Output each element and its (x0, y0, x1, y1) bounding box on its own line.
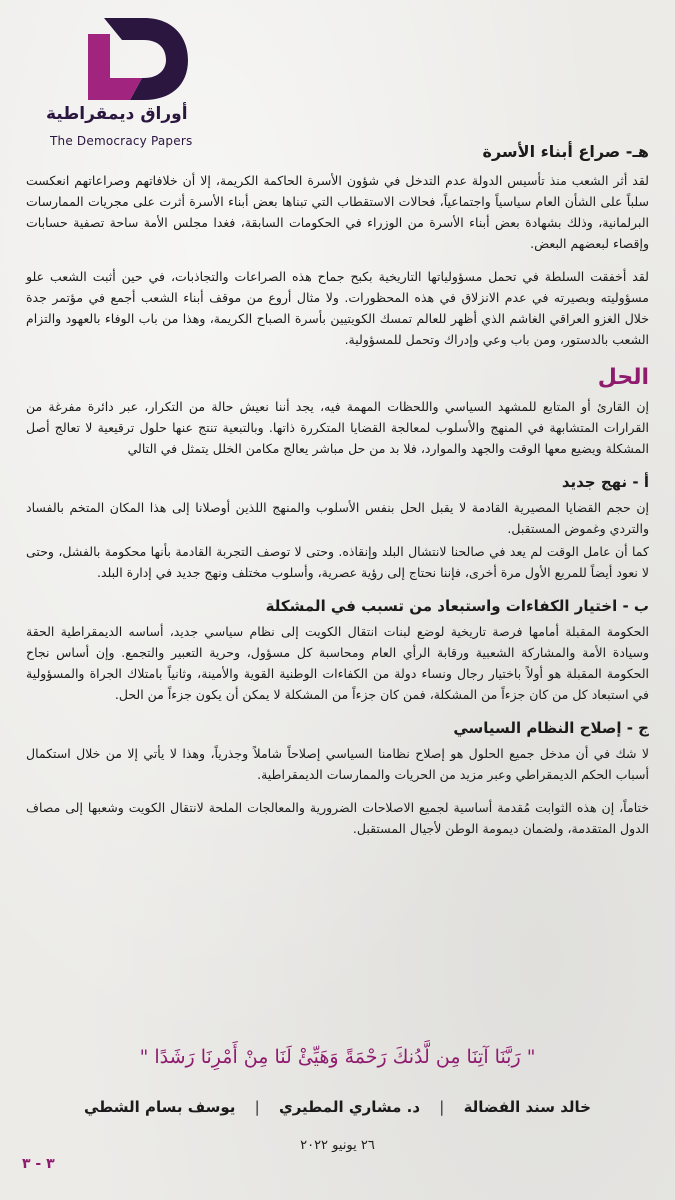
author-separator: | (254, 1098, 260, 1116)
brand-name-english: The Democracy Papers (50, 134, 193, 148)
author-name: د. مشاري المطيري (278, 1098, 421, 1116)
document-body (26, 140, 649, 851)
brand-logo (40, 16, 210, 156)
subsection-c-paragraph: لا شك في أن مدخل جميع الحلول هو إصلاح نظامنا السياسي إصلاحاً شاملاً وجذرياً، وهذا لا يأتي إلا من خلال استكمال أسباب الحكم الديمقراطي وعبر مزيد من الحريات والممارسات الديمقراطية. (26, 746, 649, 782)
brand-name-arabic: أوراق ديمقراطية (46, 104, 188, 124)
subsection-b-paragraph: الحكومة المقبلة أمامها فرصة تاريخية لوضع لبنات انتقال الكويت إلى نظام سياسي جديد، أساسه الديمقراطية الحقة وسيادة الأمة والمشاركة الشعبية ورقابة الرأي العام ومحاسبة كل مسؤول، وحرية التعبير والتجمع. وإن أساس نجاح الحكومة المقبلة هو أولاً باختيار رجال ونساء دولة من الكفاءات الوطنية القوية والأمينة، وثانياً بامتلاك الجراة والمسؤولية في استبعاد كل من كان جزءاً من المشكلة، فمن كان جزءاً من المشكلة لا يمكن أن يكون جزءاً من الحل. (26, 624, 649, 702)
section-h-heading: هـ- صراع أبناء الأسرة (482, 142, 649, 161)
section-h-paragraph-2: لقد أخفقت السلطة في تحمل مسؤولياتها التاريخية بكبح جماح هذه الصراعات والتجاذبات، في حين أثبت الشعب علو مسؤوليته وبصيرته في عدم الانزلاق في هذه المحظورات. ولا مثال أروع من موقف أبناء الشعب أجمع في مؤتمر جدة خلال الغزو العراقي الغاشم الذي أظهر للعالم تمسك الكويتيين بأسرة الصباح الكريمة، وهذا من باب الوفاء بالعهود والتزام الشعب بالدستور، ومن باب وعي وإدراك وتحمل للمسؤولية. (26, 269, 649, 347)
author-name: خالد سند الفضالة (463, 1098, 591, 1116)
quran-verse: " رَبَّنَا آتِنَا مِن لَّدُنكَ رَحْمَةً وَهَيِّئْ لَنَا مِنْ أَمْرِنَا رَشَدًا " (139, 1046, 536, 1068)
author-separator: | (439, 1098, 445, 1116)
page-number: ٣ - ٣ (22, 1156, 55, 1172)
subsection-a-paragraph-1: إن حجم القضايا المصيرية القادمة لا يقبل الحل بنفس الأسلوب والمنهج اللذين أوصلانا إلى هذا المكان المتخم بالفساد والتردي وغموض المستقبل. (26, 500, 649, 536)
subsection-a-paragraph-2: كما أن عامل الوقت لم يعد في صالحنا لانتشال البلد وإنقاذه. وحتى لا توصف التجربة القادمة بأنها محكومة بالفشل، وحتى لا نعود أيضاً للمربع الأول مرة أخرى، فإننا نحتاج إلى رؤية عصرية، وأسلوب مختلف ونهج جديد في إدارة البلد. (26, 544, 649, 580)
subsection-c-heading: ج - إصلاح النظام السياسي (453, 719, 649, 737)
closing-paragraph: ختاماً، إن هذه الثوابت مُقدمة أساسية لجميع الاصلاحات الضرورية والمعالجات الملحة لانتقال الكويت وشعبها إلى مصاف الدول المتقدمة، ولضمان ديمومة الوطن لأجيال المستقبل. (26, 800, 649, 836)
authors-line (26, 1098, 649, 1116)
document-date: ٢٦ يونيو ٢٠٢٢ (300, 1138, 375, 1153)
logo-mark-icon (70, 16, 190, 104)
subsection-b-heading: ب - اختيار الكفاءات واستبعاد من تسبب في المشكلة (265, 597, 649, 615)
subsection-a-heading: أ - نهج جديد (561, 473, 649, 491)
author-name: يوسف بسام الشطي (83, 1098, 236, 1116)
solution-heading: الحل (597, 365, 649, 390)
section-h-paragraph-1: لقد أثر الشعب منذ تأسيس الدولة عدم التدخل في شؤون الأسرة الحاكمة الكريمة، إلا أن خلافاتهم وصراعاتهم انعكست سلباً على الشأن العام سياسياً واجتماعياً، فحالات الاستقطاب التي تبناها بعض أبناء الأسرة أثرت على مجريات الممارسات البرلمانية، وذلك بشهادة بعض أبناء الأسرة من الوزراء في الحكومات السابقة، فغدا مجلس الأمة ساحة تصفية حسابات وإقصاء لبعضهم البعض. (26, 173, 649, 251)
solution-intro: إن القارئ أو المتابع للمشهد السياسي واللحظات المهمة فيه، يجد أننا نعيش حالة من التكرار، عبر دائرة مفرغة من القرارات المتشابهة في المنهج والأسلوب لمعالجة القضايا المتكررة ذاتها. وبالتبعية تنتج عنها حلول ترقيعية لا تعالج أصل المشكلة ويضيع معها الوقت والجهد والموارد، فلا بد من حل مباشر يعالج مكامن الخلل يتمثل في التالي (26, 399, 649, 456)
